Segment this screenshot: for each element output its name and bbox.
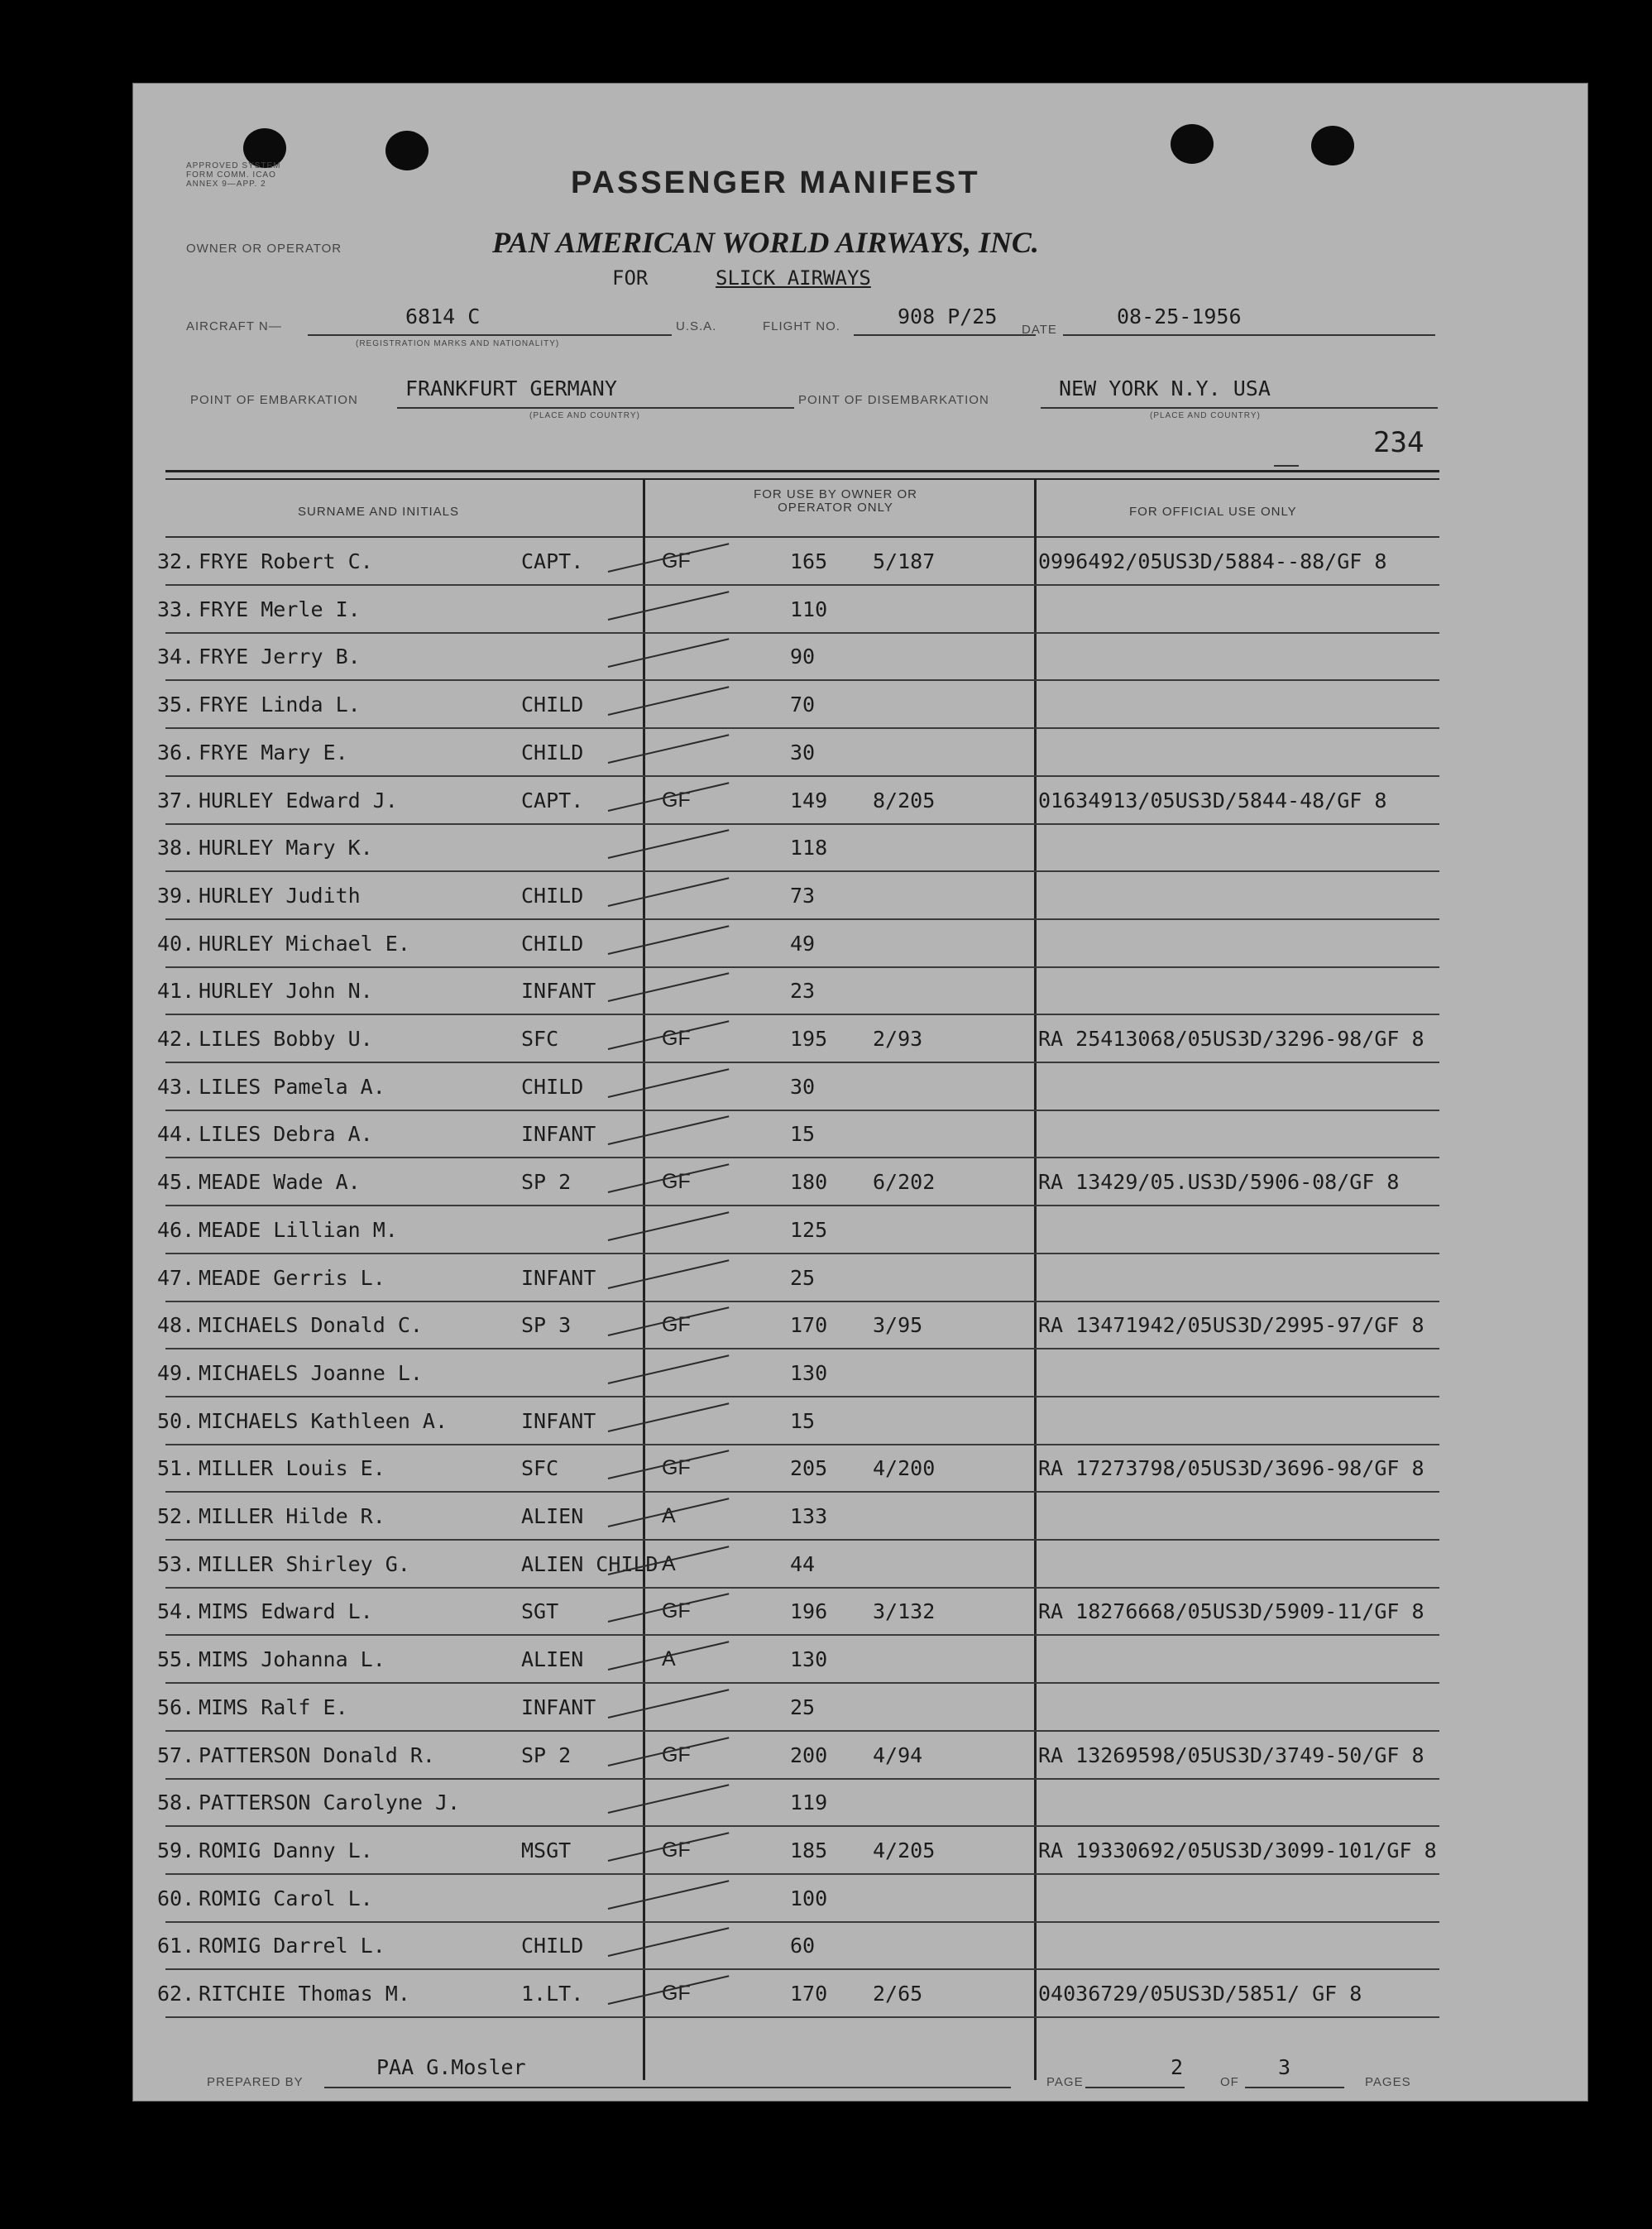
- official-entry: RA 13269598/05US3D/3749-50/GF 8: [1038, 1742, 1425, 1767]
- passenger-name: PATTERSON Carolyne J.: [199, 1790, 461, 1815]
- weight-value: 44: [790, 1551, 816, 1576]
- check-mark: [608, 686, 730, 716]
- gf-code: GF: [662, 1170, 691, 1194]
- weight-value: 195: [790, 1027, 828, 1051]
- ratio-value: 2/65: [873, 1982, 923, 2006]
- official-entry: RA 19330692/05US3D/3099-101/GF 8: [1038, 1838, 1437, 1862]
- row-number: 51.: [157, 1456, 195, 1481]
- weight-value: 60: [790, 1934, 816, 1958]
- registration-note: (REGISTRATION MARKS AND NATIONALITY): [356, 339, 560, 348]
- passenger-status: CHILD: [521, 1074, 584, 1099]
- row-number: 37.: [157, 788, 195, 813]
- ratio-value: 4/94: [873, 1742, 923, 1767]
- row-number: 43.: [157, 1074, 195, 1099]
- passenger-name: ROMIG Darrel L.: [199, 1934, 385, 1958]
- col-surname-header: SURNAME AND INITIALS: [298, 505, 460, 519]
- passenger-status: CHILD: [521, 1934, 584, 1958]
- table-row: [132, 967, 1439, 1015]
- passenger-status: CHILD: [521, 883, 584, 908]
- check-mark: [608, 925, 730, 955]
- page-value: 2: [1171, 2055, 1184, 2079]
- passenger-name: FRYE Robert C.: [199, 549, 373, 573]
- weight-value: 133: [790, 1504, 828, 1528]
- of-label: OF: [1220, 2075, 1239, 2089]
- passenger-status: INFANT: [521, 1122, 596, 1147]
- ratio-value: 4/200: [873, 1456, 936, 1481]
- row-number: 53.: [157, 1551, 195, 1576]
- gf-code: GF: [662, 1027, 691, 1050]
- check-mark: [608, 1116, 730, 1146]
- table-row: [132, 1922, 1439, 1970]
- weight-value: 200: [790, 1742, 828, 1767]
- check-mark: [608, 1928, 730, 1958]
- row-number: 61.: [157, 1934, 195, 1958]
- table-row: [132, 1493, 1439, 1541]
- check-mark: [608, 973, 730, 1003]
- table-row: [132, 586, 1439, 634]
- punch-hole: [1171, 124, 1214, 164]
- ratio-value: 8/205: [873, 788, 936, 813]
- table-row: [132, 729, 1439, 777]
- ratio-value: 3/95: [873, 1313, 923, 1338]
- passenger-name: FRYE Linda L.: [199, 693, 361, 717]
- passenger-name: FRYE Merle I.: [199, 597, 361, 621]
- passenger-name: FRYE Jerry B.: [199, 645, 361, 669]
- passenger-name: MILLER Shirley G.: [199, 1551, 410, 1576]
- passenger-status: SP 2: [521, 1742, 572, 1767]
- weight-value: 125: [790, 1217, 828, 1242]
- passenger-status: SFC: [521, 1027, 559, 1051]
- official-entry: RA 25413068/05US3D/3296-98/GF 8: [1038, 1027, 1425, 1051]
- row-number: 60.: [157, 1886, 195, 1910]
- passenger-status: CHILD: [521, 740, 584, 765]
- for-value: SLICK AIRWAYS: [716, 266, 871, 290]
- table-row: [132, 1015, 1439, 1063]
- row-number: 41.: [157, 979, 195, 1004]
- prepared-label: PREPARED BY: [207, 2075, 304, 2089]
- row-number: 45.: [157, 1170, 195, 1195]
- check-mark: [608, 1689, 730, 1718]
- disembarkation-value: NEW YORK N.Y. USA: [1059, 376, 1271, 400]
- check-mark: [608, 829, 730, 859]
- passenger-name: MEADE Wade A.: [199, 1170, 361, 1195]
- punch-hole: [385, 131, 429, 170]
- table-row: [132, 1875, 1439, 1923]
- weight-value: 25: [790, 1695, 816, 1719]
- passenger-status: CAPT.: [521, 788, 584, 813]
- pages-label: PAGES: [1365, 2075, 1411, 2089]
- table-row: [132, 538, 1439, 586]
- passenger-status: MSGT: [521, 1838, 572, 1862]
- row-number: 33.: [157, 597, 195, 621]
- passenger-status: SGT: [521, 1599, 559, 1624]
- official-entry: RA 13471942/05US3D/2995-97/GF 8: [1038, 1313, 1425, 1338]
- passenger-status: ALIEN: [521, 1647, 584, 1672]
- weight-value: 30: [790, 740, 816, 765]
- row-number: 48.: [157, 1313, 195, 1338]
- row-number: 55.: [157, 1647, 195, 1672]
- ratio-value: 2/93: [873, 1027, 923, 1051]
- form-title: PASSENGER MANIFEST: [571, 165, 980, 200]
- weight-value: 90: [790, 645, 816, 669]
- official-entry: RA 13429/05.US3D/5906-08/GF 8: [1038, 1170, 1400, 1195]
- passenger-name: LILES Bobby U.: [199, 1027, 373, 1051]
- row-number: 35.: [157, 693, 195, 717]
- ratio-value: 5/187: [873, 549, 936, 573]
- row-number: 44.: [157, 1122, 195, 1147]
- gf-code: A: [662, 1504, 676, 1527]
- weight-value: 110: [790, 597, 828, 621]
- weight-value: 196: [790, 1599, 828, 1624]
- page-label: PAGE: [1046, 2075, 1084, 2089]
- weight-value: 73: [790, 883, 816, 908]
- row-number: 34.: [157, 645, 195, 669]
- official-entry: 0996492/05US3D/5884--88/GF 8: [1038, 549, 1387, 573]
- passenger-name: HURLEY Edward J.: [199, 788, 398, 813]
- passenger-status: ALIEN CHILD: [521, 1551, 658, 1576]
- passenger-name: LILES Pamela A.: [199, 1074, 385, 1099]
- ratio-value: 4/205: [873, 1838, 936, 1862]
- of-value: 3: [1278, 2055, 1291, 2079]
- row-number: 56.: [157, 1695, 195, 1719]
- weight-value: 118: [790, 836, 828, 860]
- passenger-name: MEADE Gerris L.: [199, 1265, 385, 1290]
- passenger-name: HURLEY John N.: [199, 979, 373, 1004]
- prepared-value: PAA G.Mosler: [376, 2055, 526, 2079]
- weight-value: 165: [790, 549, 828, 573]
- table-row: [132, 1110, 1439, 1158]
- weight-value: 15: [790, 1408, 816, 1433]
- punch-hole: [1311, 126, 1354, 165]
- table-row: [132, 1349, 1439, 1397]
- check-mark: [608, 1784, 730, 1814]
- flight-value: 908 P/25: [898, 304, 998, 328]
- row-number: 32.: [157, 549, 195, 573]
- table-row: [132, 920, 1439, 968]
- passenger-status: CAPT.: [521, 549, 584, 573]
- gf-code: GF: [662, 1742, 691, 1766]
- place-note-2: (PLACE AND COUNTRY): [1150, 411, 1261, 420]
- gf-code: GF: [662, 1456, 691, 1480]
- date-label: DATE: [1022, 323, 1057, 337]
- row-number: 47.: [157, 1265, 195, 1290]
- passenger-name: MICHAELS Joanne L.: [199, 1360, 423, 1385]
- row-number: 49.: [157, 1360, 195, 1385]
- passenger-name: MEADE Lillian M.: [199, 1217, 398, 1242]
- check-mark: [608, 1211, 730, 1241]
- table-row: [132, 681, 1439, 729]
- passenger-name: PATTERSON Donald R.: [199, 1742, 435, 1767]
- passenger-name: HURLEY Michael E.: [199, 931, 410, 956]
- passenger-name: MICHAELS Donald C.: [199, 1313, 423, 1338]
- weight-value: 119: [790, 1790, 828, 1815]
- table-row: [132, 872, 1439, 920]
- passenger-name: HURLEY Mary K.: [199, 836, 373, 860]
- check-mark: [608, 877, 730, 907]
- table-row: [132, 1732, 1439, 1780]
- gf-code: GF: [662, 549, 691, 573]
- aircraft-label: AIRCRAFT N—: [186, 319, 282, 333]
- flight-label: FLIGHT NO.: [763, 319, 840, 333]
- check-mark: [608, 639, 730, 669]
- weight-value: 185: [790, 1838, 828, 1862]
- row-number: 40.: [157, 931, 195, 956]
- gf-code: GF: [662, 1982, 691, 2005]
- weight-value: 170: [790, 1313, 828, 1338]
- weight-value: 149: [790, 788, 828, 813]
- row-number: 36.: [157, 740, 195, 765]
- weight-value: 49: [790, 931, 816, 956]
- passenger-status: CHILD: [521, 693, 584, 717]
- weight-value: 15: [790, 1122, 816, 1147]
- for-label: FOR: [612, 266, 649, 290]
- table-row: [132, 1541, 1439, 1589]
- ratio-value: 3/132: [873, 1599, 936, 1624]
- official-entry: 01634913/05US3D/5844-48/GF 8: [1038, 788, 1387, 813]
- table-row: [132, 1779, 1439, 1827]
- table-row: [132, 1158, 1439, 1206]
- table-row: [132, 777, 1439, 825]
- check-mark: [608, 591, 730, 621]
- disembarkation-label: POINT OF DISEMBARKATION: [798, 393, 989, 407]
- check-mark: [608, 1354, 730, 1384]
- passenger-name: MILLER Hilde R.: [199, 1504, 385, 1528]
- passenger-status: INFANT: [521, 1265, 596, 1290]
- passenger-status: SFC: [521, 1456, 559, 1481]
- passenger-name: MIMS Edward L.: [199, 1599, 373, 1624]
- gf-code: GF: [662, 1838, 691, 1862]
- table-row: [132, 1254, 1439, 1302]
- passenger-name: MILLER Louis E.: [199, 1456, 385, 1481]
- weight-value: 130: [790, 1360, 828, 1385]
- gf-code: A: [662, 1647, 676, 1671]
- passenger-name: ROMIG Carol L.: [199, 1886, 373, 1910]
- weight-value: 180: [790, 1170, 828, 1195]
- check-mark: [608, 734, 730, 764]
- row-number: 50.: [157, 1408, 195, 1433]
- sheet-number: 234: [1373, 426, 1425, 459]
- table-row: [132, 1970, 1439, 2018]
- weight-value: 30: [790, 1074, 816, 1099]
- weight-value: 25: [790, 1265, 816, 1290]
- passenger-status: SP 3: [521, 1313, 572, 1338]
- table-row: [132, 1827, 1439, 1875]
- table-row: [132, 1684, 1439, 1732]
- passenger-status: 1.LT.: [521, 1982, 584, 2006]
- official-entry: 04036729/05US3D/5851/ GF 8: [1038, 1982, 1362, 2006]
- place-note: (PLACE AND COUNTRY): [529, 411, 640, 420]
- table-row: [132, 1301, 1439, 1349]
- passenger-status: SP 2: [521, 1170, 572, 1195]
- passenger-status: ALIEN: [521, 1504, 584, 1528]
- row-number: 62.: [157, 1982, 195, 2006]
- weight-value: 70: [790, 693, 816, 717]
- embarkation-value: FRANKFURT GERMANY: [405, 376, 617, 400]
- row-number: 58.: [157, 1790, 195, 1815]
- table-row: [132, 824, 1439, 872]
- passenger-name: MIMS Johanna L.: [199, 1647, 385, 1672]
- passenger-name: HURLEY Judith: [199, 883, 361, 908]
- ratio-value: 6/202: [873, 1170, 936, 1195]
- weight-value: 205: [790, 1456, 828, 1481]
- official-entry: RA 17273798/05US3D/3696-98/GF 8: [1038, 1456, 1425, 1481]
- row-number: 54.: [157, 1599, 195, 1624]
- date-value: 08-25-1956: [1117, 304, 1242, 328]
- gf-code: A: [662, 1551, 676, 1575]
- table-row: [132, 1206, 1439, 1254]
- gf-code: GF: [662, 788, 691, 812]
- col-owner-header: FOR USE BY OWNER OR OPERATOR ONLY: [754, 487, 917, 515]
- gf-code: GF: [662, 1599, 691, 1623]
- row-number: 42.: [157, 1027, 195, 1051]
- weight-value: 130: [790, 1647, 828, 1672]
- table-row: [132, 1063, 1439, 1111]
- owner-label: OWNER OR OPERATOR: [186, 242, 342, 256]
- row-number: 59.: [157, 1838, 195, 1862]
- check-mark: [608, 1068, 730, 1098]
- weight-value: 100: [790, 1886, 828, 1910]
- passenger-name: MIMS Ralf E.: [199, 1695, 348, 1719]
- table-row: [132, 1397, 1439, 1445]
- col-official-header: FOR OFFICIAL USE ONLY: [1129, 505, 1297, 519]
- table-row: [132, 1588, 1439, 1636]
- row-number: 52.: [157, 1504, 195, 1528]
- row-number: 39.: [157, 883, 195, 908]
- row-number: 38.: [157, 836, 195, 860]
- check-mark: [608, 1402, 730, 1432]
- check-mark: [608, 1880, 730, 1910]
- passenger-name: ROMIG Danny L.: [199, 1838, 373, 1862]
- table-row: [132, 633, 1439, 681]
- official-entry: RA 18276668/05US3D/5909-11/GF 8: [1038, 1599, 1425, 1624]
- table-row: [132, 1636, 1439, 1684]
- passenger-name: MICHAELS Kathleen A.: [199, 1408, 448, 1433]
- usa-label: U.S.A.: [676, 319, 717, 333]
- manifest-sheet: [132, 83, 1588, 2102]
- weight-value: 23: [790, 979, 816, 1004]
- embarkation-label: POINT OF EMBARKATION: [190, 393, 358, 407]
- passenger-name: RITCHIE Thomas M.: [199, 1982, 410, 2006]
- passenger-name: LILES Debra A.: [199, 1122, 373, 1147]
- weight-value: 170: [790, 1982, 828, 2006]
- aircraft-value: 6814 C: [405, 304, 481, 328]
- passenger-status: CHILD: [521, 931, 584, 956]
- passenger-status: INFANT: [521, 1695, 596, 1719]
- check-mark: [608, 1259, 730, 1289]
- row-number: 57.: [157, 1742, 195, 1767]
- operator-name: PAN AMERICAN WORLD AIRWAYS, INC.: [492, 226, 1039, 259]
- approval-note: APPROVED SYSTEM FORM COMM. ICAO ANNEX 9—APP. 2: [186, 161, 281, 189]
- passenger-status: INFANT: [521, 979, 596, 1004]
- gf-code: GF: [662, 1313, 691, 1337]
- row-number: 46.: [157, 1217, 195, 1242]
- passenger-name: FRYE Mary E.: [199, 740, 348, 765]
- passenger-status: INFANT: [521, 1408, 596, 1433]
- table-row: [132, 1445, 1439, 1493]
